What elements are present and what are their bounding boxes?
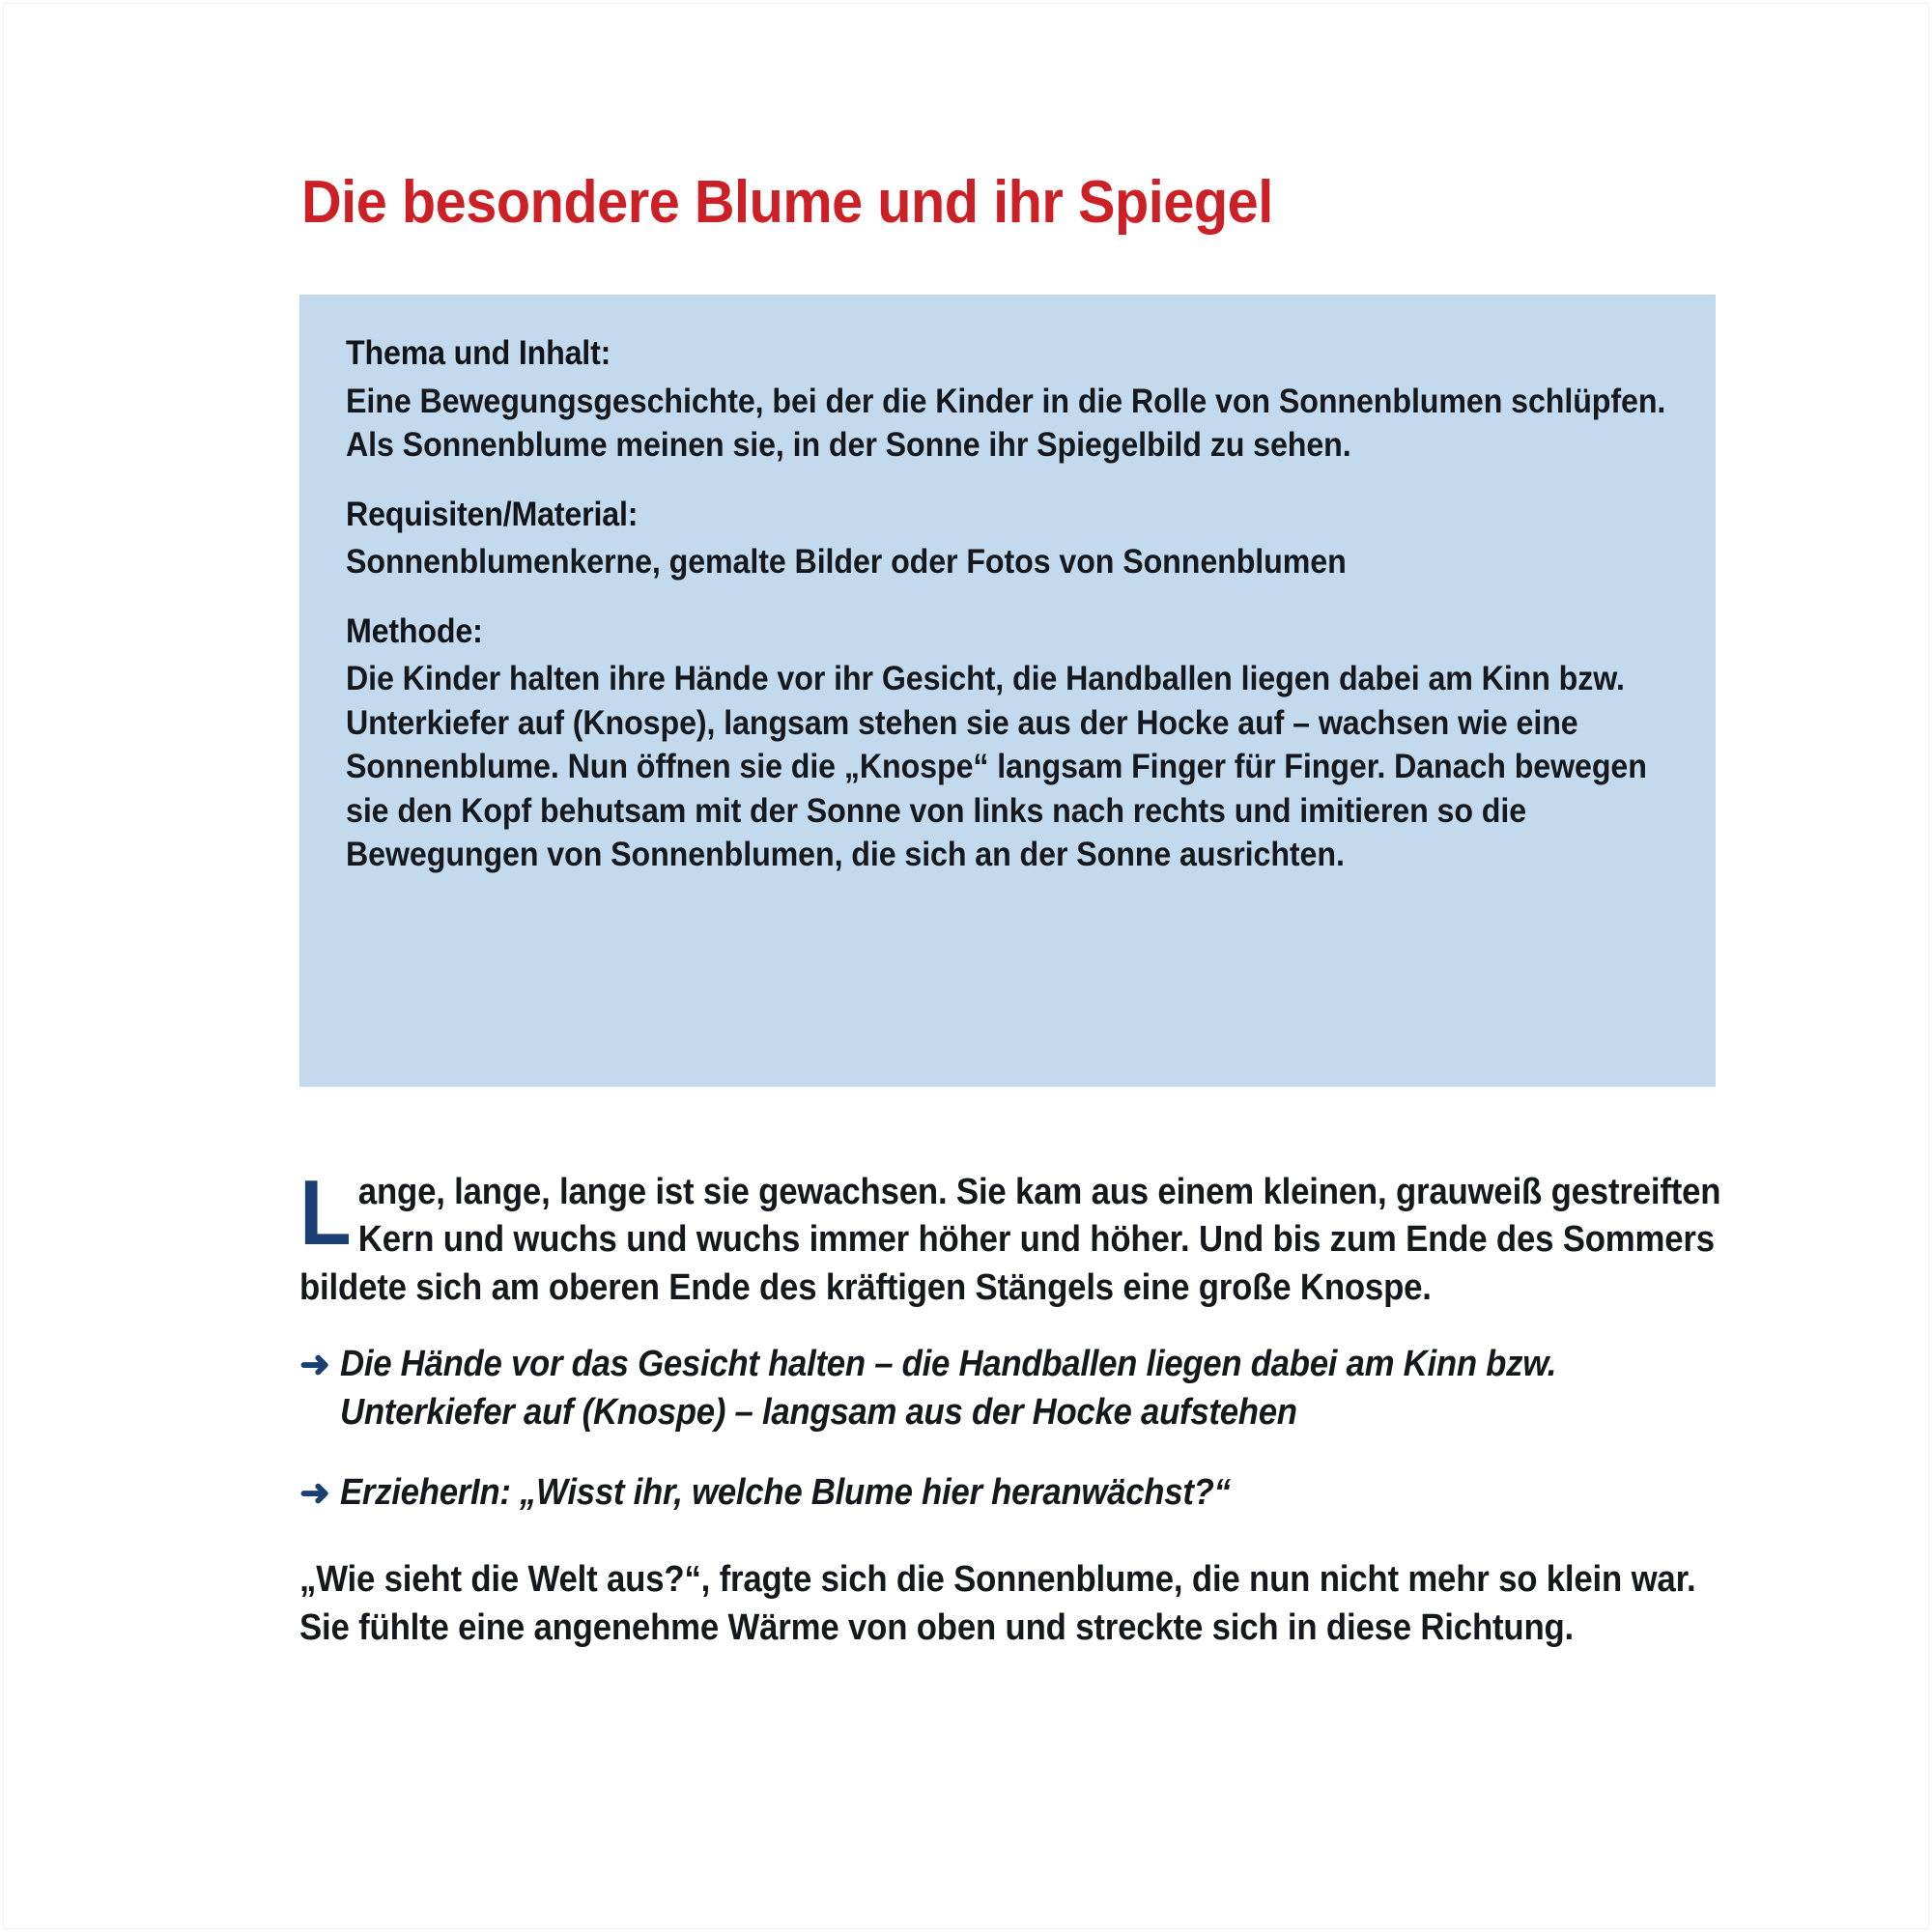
- story-closing-paragraph: „Wie sieht die Welt aus?“, fragte sich die Sonnenblume, die nun nicht mehr so klein war. Sie fühlte eine angenehme Wärme von oben und streckte sich in diese Richtung.: [299, 1559, 1696, 1648]
- page-title: Die besondere Blume und ihr Spiegel: [301, 168, 1273, 236]
- info-label-methode: Methode:: [346, 611, 483, 650]
- info-text-requisiten: Sonnenblumenkerne, gemalte Bilder oder Fotos von Sonnenblumen: [346, 543, 1347, 581]
- story-opening-text: ange, lange, lange ist sie gewachsen. Sie kam aus einem kleinen, grauweiß gestreiften Kern und wuchs und wuchs immer höher und höher. Und bis zum Ende des Sommers bildete sich am oberen Ende des kräftigen Stängels eine große Knospe.: [299, 1172, 1721, 1308]
- info-label-requisiten: Requisiten/Material:: [346, 495, 639, 533]
- arrow-right-icon: ➜: [299, 1472, 330, 1514]
- info-text-methode: Die Kinder halten ihre Hände vor ihr Gesicht, die Handballen liegen dabei am Kinn bzw. Unterkiefer auf (Knospe), langsam stehen sie aus der Hocke auf – wachsen wie eine Sonnenblume. Nun öffnen sie die „Knospe“ langsam Finger für Finger. Danach bewegen sie den Kopf behutsam mit der Sonne von links nach rechts und imitieren so die Bewegungen von Sonnenblumen, die sich an der Sonne ausrichten.: [346, 660, 1647, 873]
- instruction-item: [299, 1341, 1729, 1436]
- info-text-thema: Eine Bewegungsgeschichte, bei der die Kinder in die Rolle von Sonnenblumen schlüpfen. Als Sonnenblume meinen sie, in der Sonne ihr Spiegelbild zu sehen.: [346, 382, 1666, 464]
- info-section-requisiten: [346, 493, 1671, 584]
- story-body: [299, 1161, 1729, 1681]
- instruction-text: Die Hände vor das Gesicht halten – die Handballen liegen dabei am Kinn bzw. Unterkiefer auf (Knospe) – langsam aus der Hocke aufstehen: [339, 1344, 1556, 1433]
- instruction-item: [299, 1469, 1729, 1518]
- instruction-text: ErzieherIn: „Wisst ihr, welche Blume hier heranwächst?“: [339, 1471, 1231, 1513]
- info-label-thema: Thema und Inhalt:: [346, 334, 611, 372]
- drop-cap-letter: L: [299, 1161, 352, 1264]
- info-section-methode: [346, 610, 1671, 877]
- info-box: [299, 295, 1716, 1087]
- info-section-thema: [346, 331, 1671, 468]
- arrow-right-icon: ➜: [299, 1345, 330, 1386]
- story-opening-paragraph: [299, 1161, 1729, 1312]
